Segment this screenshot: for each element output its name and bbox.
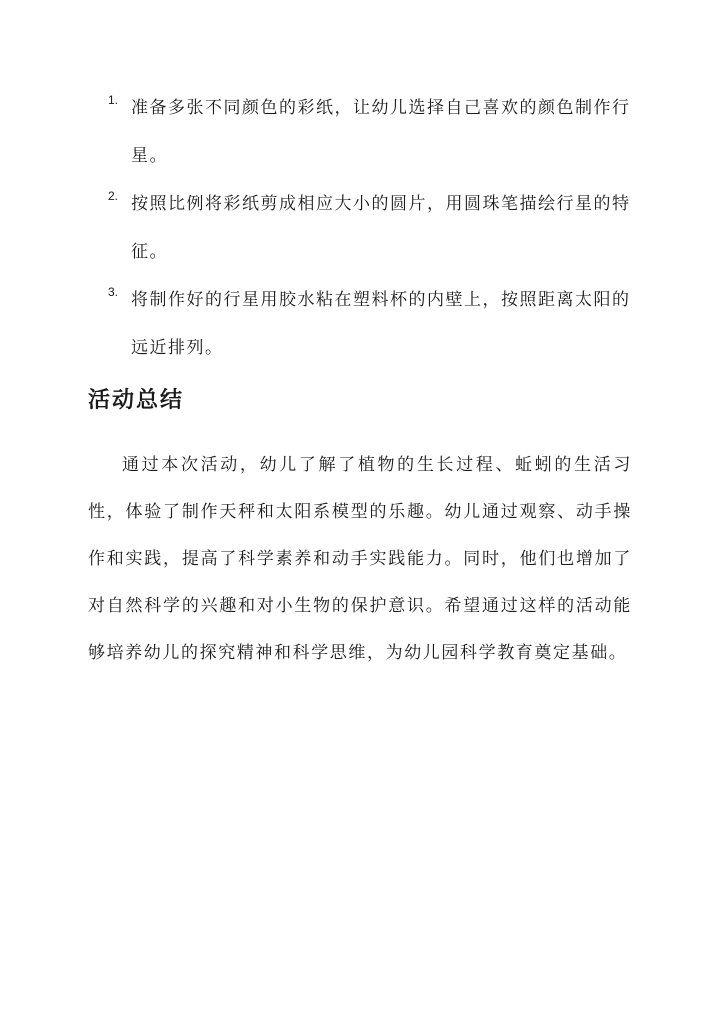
step-number: 2. <box>108 189 119 203</box>
list-item <box>0 276 720 372</box>
step-text: 将制作好的行星用胶水粘在塑料杯的内壁上，按照距离太阳的远近排列。 <box>131 290 631 358</box>
list-item <box>0 84 720 180</box>
step-text: 按照比例将彩纸剪成相应大小的圆片，用圆珠笔描绘行星的特征。 <box>131 194 631 262</box>
section-heading: 活动总结 <box>88 387 185 413</box>
step-number: 3. <box>108 285 119 299</box>
steps-list <box>0 84 720 372</box>
list-item <box>0 180 720 276</box>
step-number: 1. <box>108 93 119 107</box>
summary-paragraph: 通过本次活动，幼儿了解了植物的生长过程、蚯蚓的生活习性，体验了制作天秤和太阳系模型的乐趣。幼儿通过观察、动手操作和实践，提高了科学素养和动手实践能力。同时，他们也增加了对自然科学的兴趣和对小生物的保护意识。希望通过这样的活动能够培养幼儿的探究精神和科学思维，为幼儿园科学教育奠定基础。 <box>88 455 632 663</box>
step-text: 准备多张不同颜色的彩纸，让幼儿选择自己喜欢的颜色制作行星。 <box>131 98 631 166</box>
